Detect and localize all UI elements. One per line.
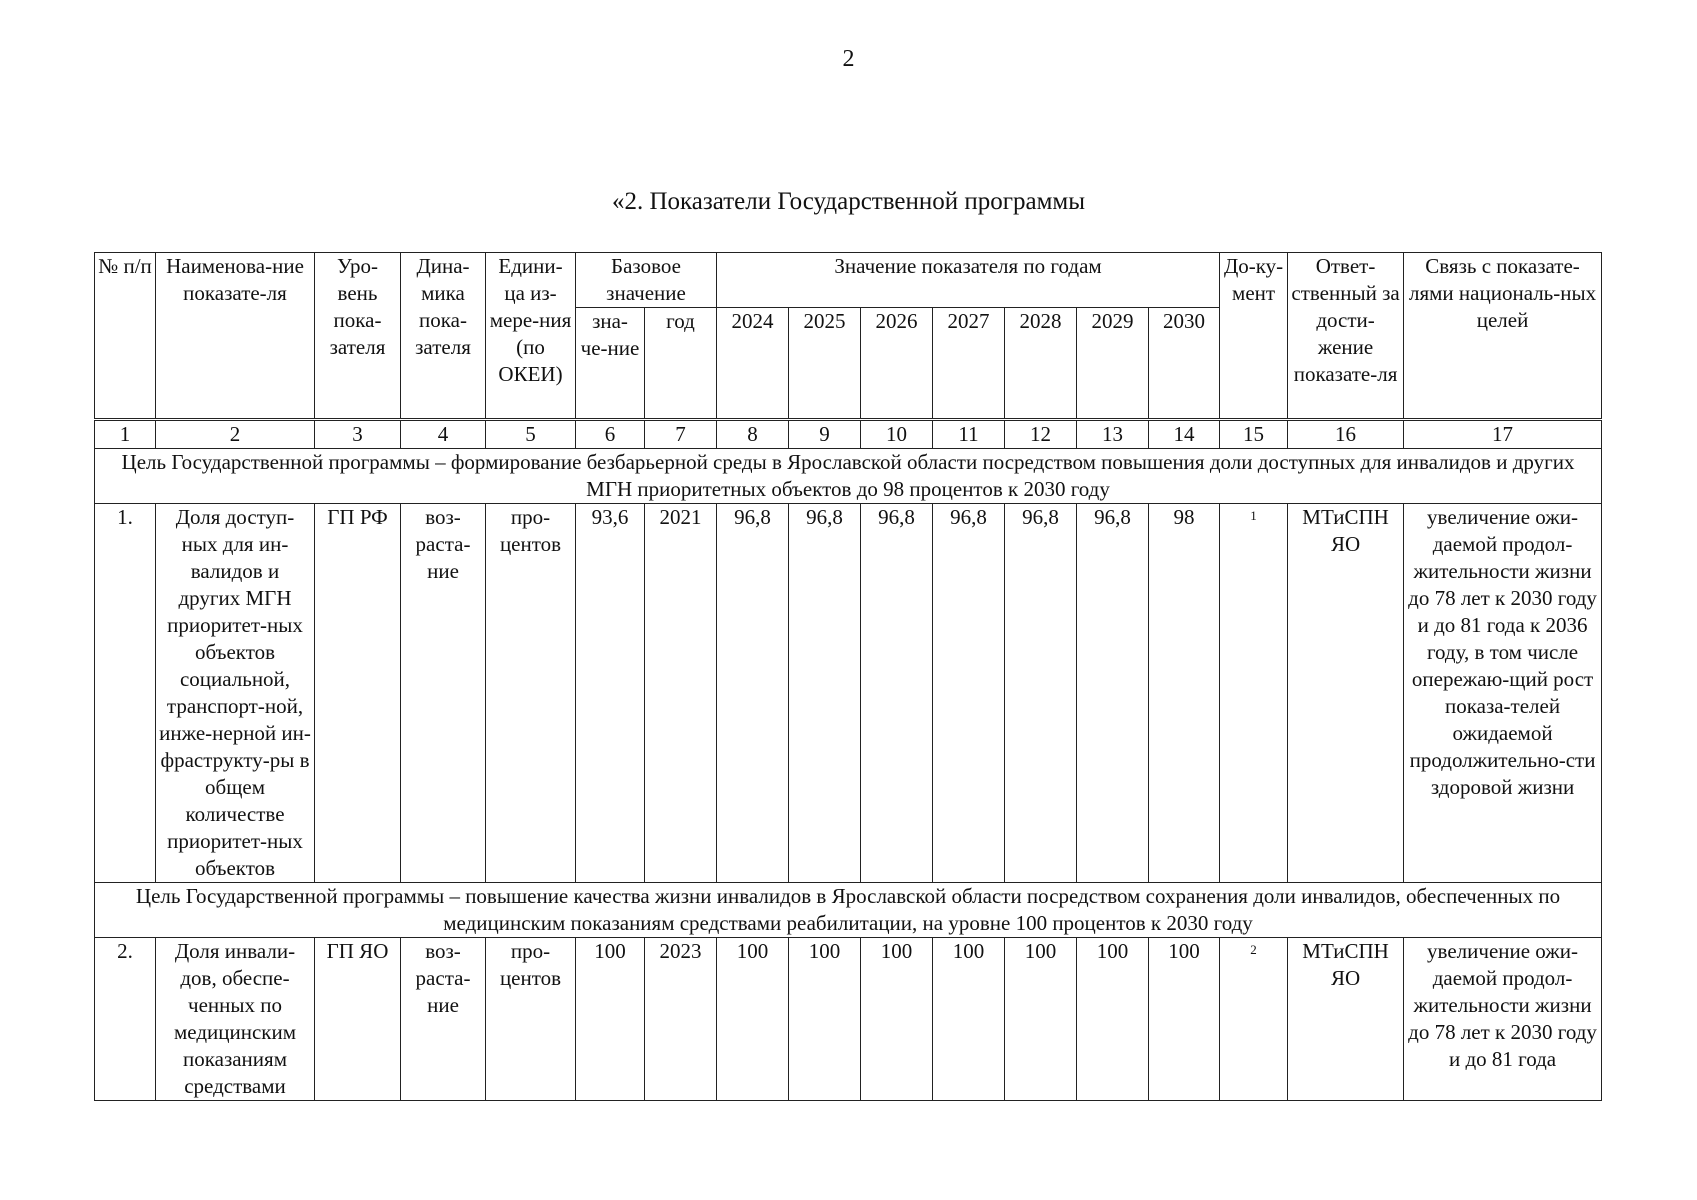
header-level: Уро-вень пока-зателя — [315, 253, 401, 420]
header-year-2030: 2030 — [1149, 308, 1220, 420]
header-responsible: Ответ-ственный за дости-жение показате-ля — [1288, 253, 1404, 420]
header-base-value: зна-че-ние — [576, 308, 645, 420]
column-number: 15 — [1220, 420, 1288, 449]
header-link: Связь с показате-лями националь-ных целей — [1404, 253, 1602, 420]
row-1-name: Доля доступ-ных для ин-валидов и других МГН приоритет-ных объектов социальной, транспорт-ной, инже-нерной ин-фраструкту-ры в общем количестве приоритет-ных объектов — [156, 504, 315, 883]
row-2-link: увеличение ожи-даемой продол-жительности жизни до 78 лет к 2030 году и до 81 года — [1404, 938, 1602, 1101]
row-1-value-2024: 96,8 — [717, 504, 789, 883]
column-number: 12 — [1005, 420, 1077, 449]
goal-row — [95, 449, 1602, 504]
column-number: 14 — [1149, 420, 1220, 449]
column-number-row — [95, 420, 1602, 449]
header-year-2029: 2029 — [1077, 308, 1149, 420]
header-year-2024: 2024 — [717, 308, 789, 420]
header-row — [95, 253, 1602, 308]
header-document: До-ку-мент — [1220, 253, 1288, 420]
header-dynamics: Дина-мика пока-зателя — [401, 253, 486, 420]
goal-row — [95, 883, 1602, 938]
row-1-no: 1. — [95, 504, 156, 883]
row-1-base-value: 93,6 — [576, 504, 645, 883]
column-number: 4 — [401, 420, 486, 449]
column-number: 8 — [717, 420, 789, 449]
column-number: 3 — [315, 420, 401, 449]
goal-2-text: Цель Государственной программы – повышение качества жизни инвалидов в Ярославской области посредством сохранения доли инвалидов, обеспеченных по медицинским показаниям средствами реабилитации, на уровне 100 процентов к 2030 году — [95, 883, 1602, 938]
header-values-by-year: Значение показателя по годам — [717, 253, 1220, 308]
row-2-dynamics: воз-раста-ние — [401, 938, 486, 1101]
row-1-link: увеличение ожи-даемой продол-жительности жизни до 78 лет к 2030 году и до 81 года к 2036 году, в том числе опережаю-щий рост показа-телей ожидаемой продолжительно-сти здоровой жизни — [1404, 504, 1602, 883]
header-no: № п/п — [95, 253, 156, 420]
row-1-level: ГП РФ — [315, 504, 401, 883]
column-number: 5 — [486, 420, 576, 449]
row-2-unit: про-центов — [486, 938, 576, 1101]
column-number: 10 — [861, 420, 933, 449]
table-row — [95, 938, 1602, 1101]
row-2-responsible: МТиСПН ЯО — [1288, 938, 1404, 1101]
header-base-year: год — [645, 308, 717, 420]
section-title: «2. Показатели Государственной программы — [611, 188, 1086, 215]
header-base: Базовое значение — [576, 253, 717, 308]
row-2-value-2028: 100 — [1005, 938, 1077, 1101]
header-year-2026: 2026 — [861, 308, 933, 420]
indicators-table — [94, 252, 1602, 1101]
row-2-no: 2. — [95, 938, 156, 1101]
column-number: 16 — [1288, 420, 1404, 449]
page-number: 2 — [842, 46, 855, 72]
row-1-document-footnote: 1 — [1250, 508, 1257, 523]
row-1-responsible: МТиСПН ЯО — [1288, 504, 1404, 883]
header-name: Наименова-ние показате-ля — [156, 253, 315, 420]
column-number: 2 — [156, 420, 315, 449]
row-2-value-2029: 100 — [1077, 938, 1149, 1101]
row-1-document — [1220, 504, 1288, 883]
row-2-base-year: 2023 — [645, 938, 717, 1101]
column-number: 9 — [789, 420, 861, 449]
column-number: 13 — [1077, 420, 1149, 449]
row-2-level: ГП ЯО — [315, 938, 401, 1101]
goal-1-text: Цель Государственной программы – формирование безбарьерной среды в Ярославской области посредством повышения доли доступных для инвалидов и других МГН приоритетных объектов до 98 процентов к 2030 году — [95, 449, 1602, 504]
row-2-value-2025: 100 — [789, 938, 861, 1101]
header-year-2025: 2025 — [789, 308, 861, 420]
row-2-name: Доля инвали-дов, обеспе-ченных по медицинским показаниям средствами — [156, 938, 315, 1101]
row-2-value-2030: 100 — [1149, 938, 1220, 1101]
row-2-value-2024: 100 — [717, 938, 789, 1101]
column-number: 11 — [933, 420, 1005, 449]
row-2-value-2027: 100 — [933, 938, 1005, 1101]
row-1-value-2026: 96,8 — [861, 504, 933, 883]
row-1-value-2029: 96,8 — [1077, 504, 1149, 883]
row-2-base-value: 100 — [576, 938, 645, 1101]
row-1-base-year: 2021 — [645, 504, 717, 883]
column-number: 7 — [645, 420, 717, 449]
row-1-value-2030: 98 — [1149, 504, 1220, 883]
row-2-document-footnote: 2 — [1250, 942, 1257, 957]
column-number: 1 — [95, 420, 156, 449]
row-1-unit: про-центов — [486, 504, 576, 883]
table-row — [95, 504, 1602, 883]
row-1-value-2025: 96,8 — [789, 504, 861, 883]
row-2-value-2026: 100 — [861, 938, 933, 1101]
column-number: 6 — [576, 420, 645, 449]
row-2-document — [1220, 938, 1288, 1101]
column-number: 17 — [1404, 420, 1602, 449]
header-year-2027: 2027 — [933, 308, 1005, 420]
header-year-2028: 2028 — [1005, 308, 1077, 420]
header-unit: Едини-ца из-мере-ния (по ОКЕИ) — [486, 253, 576, 420]
row-1-value-2028: 96,8 — [1005, 504, 1077, 883]
row-1-dynamics: воз-раста-ние — [401, 504, 486, 883]
row-1-value-2027: 96,8 — [933, 504, 1005, 883]
